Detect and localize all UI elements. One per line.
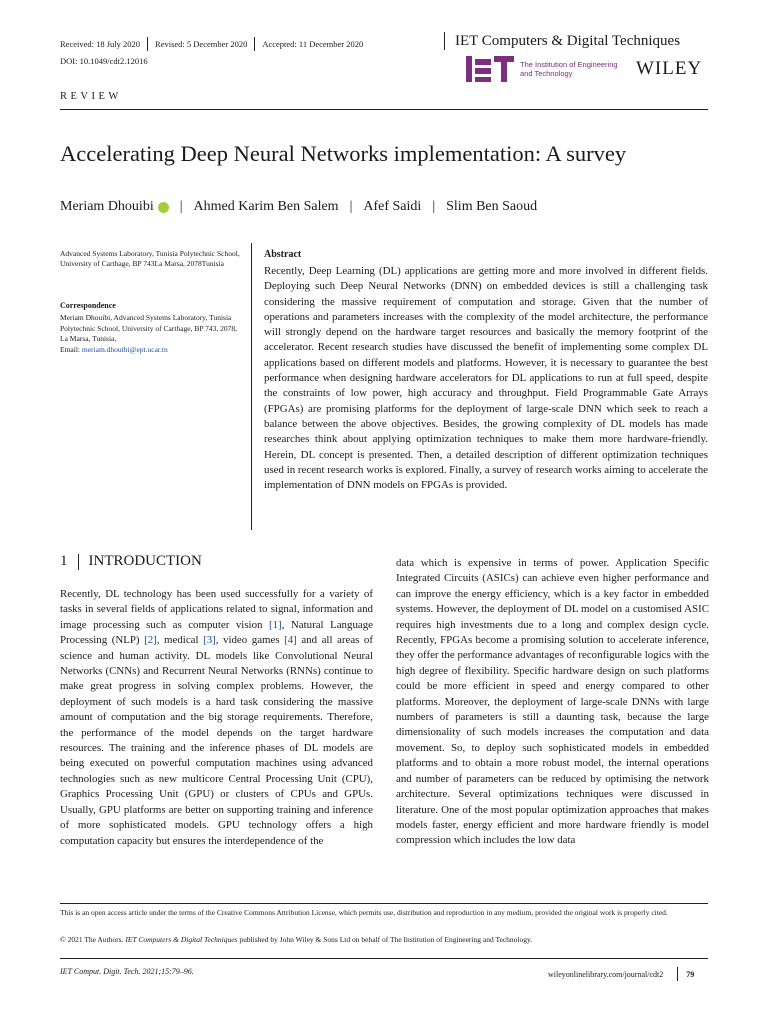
intro-column-right: data which is expensive in terms of power. Application Specific Integrated Circuits (ASICs) can achieve even higher performance and can improve the energy efficiency, which is a key factor in embedded systems. However, the deployment of DL model on a customised ASIC requires high investments due to a long and complex design cycle. Recently, FPGAs become a promising solution to accelerate inference, they offer the performance advantages of reconfigurable logics with the high degree of flexibility. Specific hardware design on such platforms could be more efficient in speed and energy compared to other platforms. Moreover, the deployment of large-scale DNNs with large numbers of parameters is still a daunting task, because the large dimensionality of such models increases the computation and data movement. So, to deploy such sophisticated models in embedded platforms and to obtain a more robust model, the internal operations and number of parameters can be reduced by optimising the network architecture. Several optimizations techniques were discussed in literature. One of the most popular optimization approaches that makes models faster, energy efficient and more hardware friendly is model compression which includes the low data <box>396 557 709 847</box>
copyright-note <box>60 935 708 944</box>
divider <box>78 554 79 570</box>
divider <box>444 32 445 50</box>
publisher-logos <box>466 56 702 82</box>
separator: | <box>179 199 183 214</box>
abstract-text: Recently, Deep Learning (DL) applications are getting more and more involved in different fields. Deploying such Deep Neural Networks (DNN) on embedded devices is still a challenging task considering the massive requirement of computation and storage. Given that the number of operations and parameters increases with the complexity of the model architecture, the performance will strongly depend on the hardware target resources and basically the memory footprint of the accelerator. Recent research studies have discussed the benefit of implementing some complex DL applications based on different models and platforms. However, it is necessary to guarantee the best performance when designing hardware accelerators for DL applications to run at full speed, despite the constraints of low power, high accuracy and throughput. Field Programmable Gate Arrays (FPGAs) are promising platforms for the deployment of large-scale DNN which seek to reach a balance between the above objectives. Besides, the growing complexity of DL models has made researches think about applying optimization techniques to make them more hardware-friendly. Herein, DL concept is presented. Then, a detailed description of different optimization techniques used in recent research works is explored. Finally, a survey of research works aiming to accelerate the implementation of DNN models on FPGAs is provided. <box>264 265 708 492</box>
column-divider <box>251 243 252 530</box>
citation-footer <box>60 967 194 976</box>
text-run: , medical <box>156 634 204 647</box>
intro-column-left <box>60 587 373 849</box>
iet-logo <box>466 56 514 82</box>
email-label: Email: <box>60 344 80 354</box>
author-2[interactable]: Ahmed Karim Ben Salem <box>193 199 339 214</box>
text-run: Recently, DL technology has been used successfully for a variety of tasks in several fields of applications related to signal, information and image processing such as computer vision <box>60 588 373 631</box>
divider <box>60 109 708 110</box>
divider <box>60 958 708 959</box>
received-date: Received: 18 July 2020 <box>60 39 141 49</box>
iet-logo-bar <box>475 77 491 82</box>
iet-logo-t <box>494 56 514 82</box>
text-run: and all areas of science and human activity. DL models like Convolutional Neural Networks (CNNs) and Recurrent Neural Networks (RNNs) continue to make great progress in solving complex problems. However, the deployment of such models is a hard task considering the massive amount of computation and the big storage requirements. Therefore, the performance of the model depends on the target hardware resources. The training and the inference phases of DL models are being executed on powerful computation machines using advanced technologies such as new multicore Central Processing Unit (CPU), Graphics Processing Unit (GPU) or clusters of CPUs and GPUs. Usually, GPU platforms are better on supporting training and inference of more sophisticated models. GPU technology offers a high computation capacity but ensures the interdependence of the <box>60 634 373 847</box>
divider <box>147 37 148 51</box>
article-dates <box>60 37 363 51</box>
author-1[interactable]: Meriam Dhouibi <box>60 199 154 214</box>
wiley-logo: WILEY <box>636 58 703 79</box>
article-type: REVIEW <box>60 91 122 102</box>
iet-logo-bar <box>475 68 491 74</box>
journal-title: IET Computers & Digital Techniques <box>455 32 681 49</box>
divider <box>677 967 678 981</box>
iet-logo-bar <box>466 56 472 82</box>
page-number: 79 <box>686 969 695 979</box>
orcid-icon[interactable] <box>158 202 169 213</box>
iet-logo-bar <box>501 62 507 82</box>
divider <box>254 37 255 51</box>
correspondence-heading: Correspondence <box>60 301 116 310</box>
text-run: , Natural Language Processing (NLP) <box>60 618 374 647</box>
correspondence-text <box>60 313 245 355</box>
text-run: , video games <box>215 634 285 647</box>
license-note: This is an open access article under the terms of the Creative Commons Attribution License, which permits use, distribution and reproduction in any medium, provided the original work is properly cited. <box>60 908 668 917</box>
citation-link[interactable]: [4] <box>284 634 297 647</box>
text-run: published by John Wiley & Sons Ltd on behalf of The Institution of Engineering and Technology. <box>237 935 533 944</box>
accepted-date: Accepted: 11 December 2020 <box>262 39 364 49</box>
author-3[interactable]: Afef Saidi <box>363 199 422 214</box>
email-link[interactable]: meriam.dhouibi@ept.ucar.tn <box>81 344 168 354</box>
abstract-heading: Abstract <box>264 249 302 260</box>
citation-link[interactable]: [1] <box>268 618 282 631</box>
citation-link[interactable]: [3] <box>203 634 216 647</box>
journal-italic: IET Computers & Digital Techniques <box>125 935 238 944</box>
institution-name: The Institution of Engineering and Technology <box>520 60 618 78</box>
iet-logo-bar <box>475 59 491 65</box>
section-number: 1 <box>60 553 68 569</box>
citation-link[interactable]: [2] <box>144 634 157 647</box>
divider <box>60 903 708 904</box>
separator: | <box>349 199 353 214</box>
journal-url[interactable]: wileyonlinelibrary.com/journal/cdt2 <box>548 969 664 979</box>
section-heading <box>60 553 202 570</box>
affiliation: Advanced Systems Laboratory, Tunisia Polytechnic School, University of Carthage, BP 743La Marsa, 2078Tunisia <box>60 249 240 268</box>
iet-logo-e <box>475 59 491 82</box>
revised-date: Revised: 5 December 2020 <box>155 39 248 49</box>
doi[interactable]: DOI: 10.1049/cdt2.12016 <box>60 56 148 66</box>
correspondence-address: Meriam Dhouibi, Advanced Systems Laboratory, Tunisia Polytechnic School, University of Carthage, BP 743, 2078, La Marsa, Tunisia, <box>60 313 237 343</box>
text-run: © 2021 The Authors. <box>60 935 126 944</box>
article-title: Accelerating Deep Neural Networks implementation: A survey <box>60 141 627 166</box>
section-title: INTRODUCTION <box>88 553 202 569</box>
author-4[interactable]: Slim Ben Saoud <box>446 199 538 214</box>
separator: | <box>432 199 436 214</box>
page-footer <box>548 967 694 981</box>
journal-name <box>444 32 680 50</box>
author-list <box>60 199 537 215</box>
citation-text: IET Comput. Digit. Tech. 2021;15:79–96. <box>60 967 194 976</box>
